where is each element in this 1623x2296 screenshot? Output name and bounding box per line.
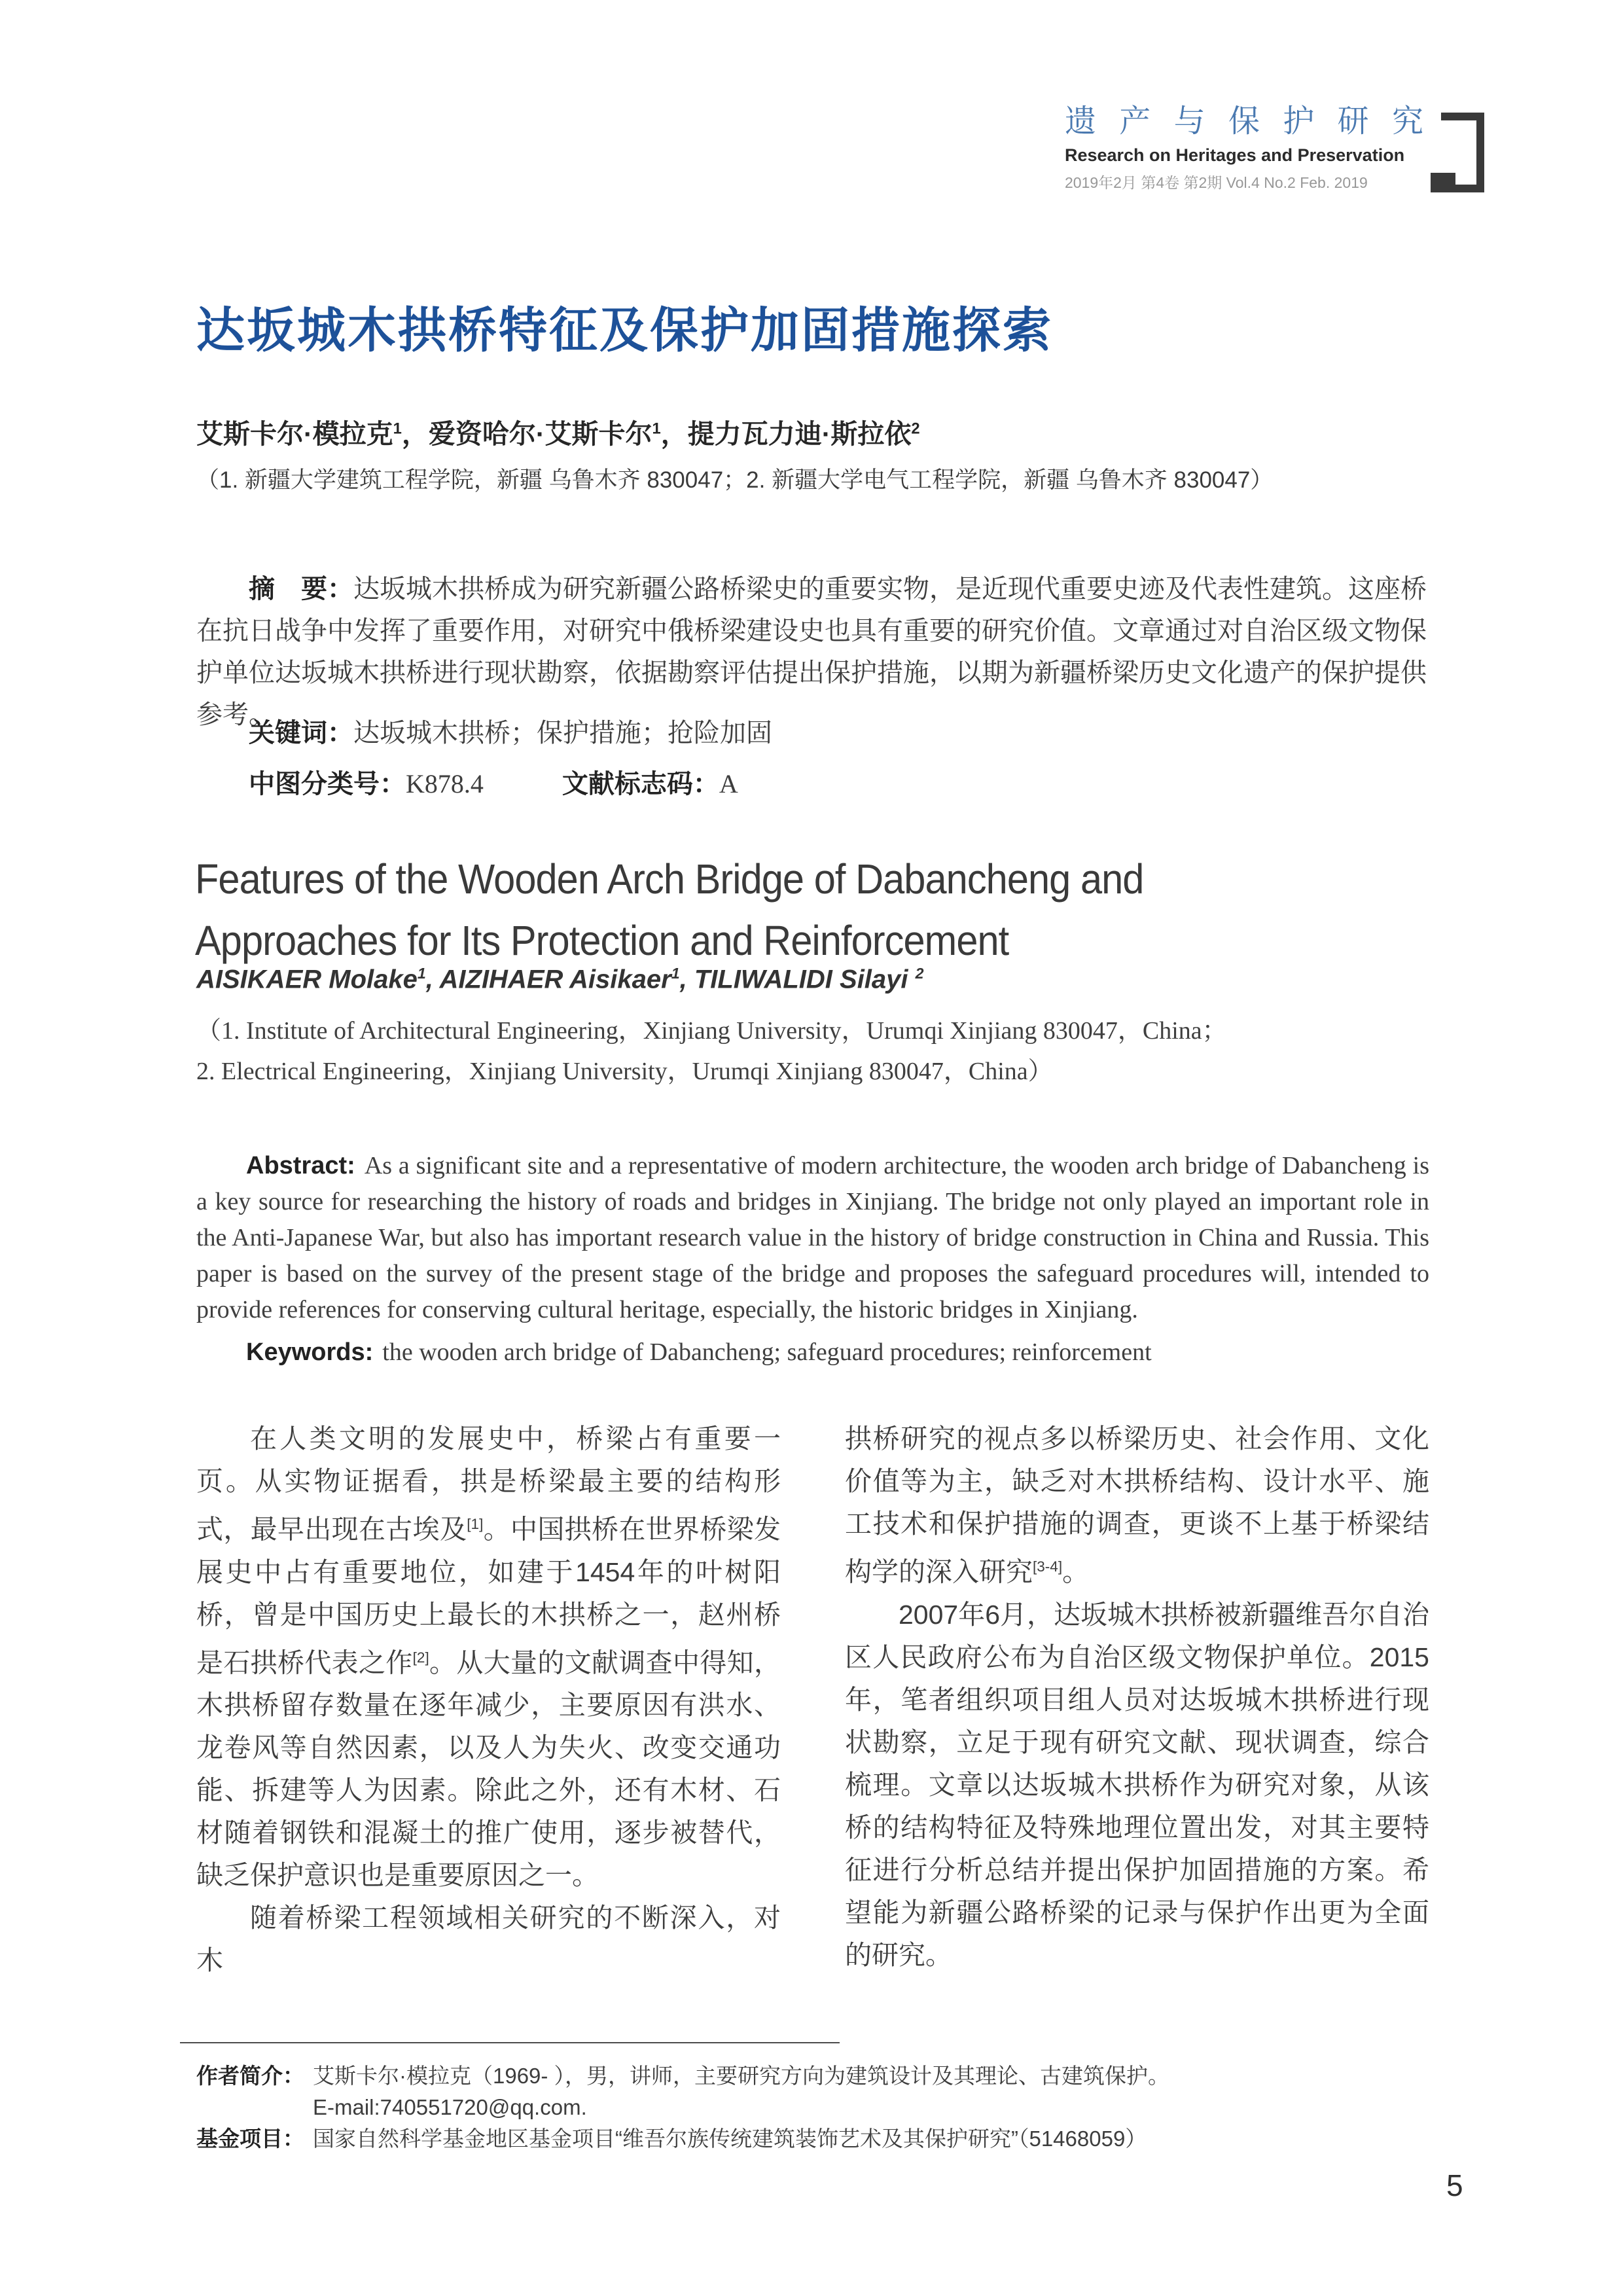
author-bio-label: 作者简介： (196, 2064, 304, 2088)
abstract-text-cn: 达坂城木拱桥成为研究新疆公路桥梁史的重要实物，是近现代重要史迹及代表性建筑。这座桥在抗日战争中发挥了重要作用，对研究中俄桥梁建设史也具有重要的研究价值。文章通过对自治区级文物保护单位达坂城木拱桥进行现状勘察，依据勘察评估提出保护措施，以期为新疆桥梁历史文化遗产的保护提供参考。 (196, 575, 1427, 729)
abstract-cn (196, 568, 1427, 736)
keywords-label-cn: 关键词： (249, 719, 353, 747)
affiliation-en (196, 1011, 1227, 1092)
affiliation-cn: （1. 新疆大学建筑工程学院，新疆 乌鲁木齐 830047；2. 新疆大学电气工程学院，新疆 乌鲁木齐 830047） (196, 467, 1274, 493)
keywords-en (196, 1338, 1152, 1367)
body-column-right (845, 1418, 1429, 1982)
journal-bracket-icon (1441, 113, 1484, 192)
article-title-en-line1: Features of the Wooden Arch Bridge of Dabancheng and (195, 855, 1144, 903)
footnotes (196, 2060, 1387, 2155)
keywords-text-cn: 达坂城木拱桥；保护措施；抢险加固 (353, 719, 772, 747)
article-title-en (195, 848, 1143, 971)
doc-code-label: 文献标志码： (562, 770, 719, 798)
fund-label: 基金项目： (196, 2126, 304, 2151)
footnote-divider (180, 2042, 840, 2043)
body-paragraph: 在人类文明的发展史中，桥梁占有重要一页。从实物证据看，拱是桥梁最主要的结构形式，最早出现在古埃及[1]。中国拱桥在世界桥梁发展史中占有重要地位，如建于1454年的叶树阳桥，曾是中国历史上最长的木拱桥之一，赵州桥是石拱桥代表之作[2]。从大量的文献调查中得知，木拱桥留存数量在逐年减少，主要原因有洪水、龙卷风等自然因素，以及人为失火、改变交通功能、拆建等人为因素。除此之外，还有木材、石材随着钢铁和混凝土的推广使用，逐步被替代，缺乏保护意识也是重要原因之一。 (196, 1424, 781, 1891)
author-bio-line: 艾斯卡尔·模拉克（1969- ），男，讲师，主要研究方向为建筑设计及其理论、古建筑保护。 (313, 2064, 1170, 2088)
fund-text: 国家自然科学基金地区基金项目“维吾尔族传统建筑装饰艺术及其保护研究”（51468059） (313, 2126, 1147, 2151)
body-paragraph: 2007年6月，达坂城木拱桥被新疆维吾尔自治区人民政府公布为自治区级文物保护单位。2015年，笔者组织项目组人员对达坂城木拱桥进行现状勘察，立足于现有研究文献、现状调查，综合梳理。文章以达坂城木拱桥作为研究对象，从该桥的结构特征及特殊地理位置出发，对其主要特征进行分析总结并提出保护加固措施的方案。希望能为新疆公路桥梁的记录与保护作出更为全面的研究。 (845, 1599, 1430, 1970)
clc-label: 中图分类号： (249, 770, 406, 798)
keywords-text-en: the wooden arch bridge of Dabancheng; safeguard procedures; reinforcement (382, 1338, 1152, 1366)
journal-issue-info: 2019年2月 第4卷 第2期 Vol.4 No.2 Feb. 2019 (1064, 174, 1368, 192)
journal-header (1065, 103, 1484, 192)
abstract-text-en: As a significant site and a representative of modern architecture, the wooden arch bridge of Dabancheng is a key source for researching the history of roads and bridges in Xinjiang. The bridge not only played an important role in the Anti-Japanese War, but also has important research value in the history of bridge construction in China and Russia. This paper is based on the survey of the present stage of the bridge and proposes the safeguard procedures will, intended to provide references for conserving cultural heritage, especially, the historic bridges in Xinjiang. (196, 1152, 1429, 1323)
body-column-left (196, 1418, 781, 1982)
abstract-label-cn: 摘 要： (249, 575, 353, 603)
author-bio-row (196, 2060, 1387, 2123)
authors-en: AISIKAER Molake$^1$, AIZIHAER Aisikaer$^1$, TILIWALIDI Silayi $^2$ (196, 965, 924, 994)
article-title-en-line2: Approaches for Its Protection and Reinforcement (195, 917, 1009, 964)
fund-row (196, 2123, 1387, 2155)
author-email: E-mail:740551720@qq.com. (313, 2095, 587, 2119)
article-title-cn: 达坂城木拱桥特征及保护加固措施探索 (196, 303, 1053, 357)
journal-title-cn: 遗 产 与 保 护 研 究 (1064, 104, 1431, 139)
affiliation-en-line2: 2. Electrical Engineering，Xinjiang University，Urumqi Xinjiang 830047，China） (196, 1058, 1053, 1085)
journal-header-text (1065, 103, 1431, 192)
body-columns (196, 1418, 1429, 1982)
keywords-label-en: Keywords: (246, 1338, 374, 1366)
authors-cn: 艾斯卡尔·模拉克$^1$，爱资哈尔·艾斯卡尔$^1$，提力瓦力迪·斯拉依$^2$ (196, 419, 920, 449)
body-paragraph: 拱桥研究的视点多以桥梁历史、社会作用、文化价值等为主，缺乏对木拱桥结构、设计水平、施工技术和保护措施的调查，更谈不上基于桥梁结构学的深入研究[3-4]。 (845, 1424, 1429, 1587)
abstract-en (196, 1148, 1429, 1328)
journal-title-en: Research on Heritages and Preservation (1064, 145, 1405, 166)
doc-code-value: A (719, 769, 738, 798)
abstract-label-en: Abstract: (246, 1152, 355, 1179)
author-bio-text (313, 2060, 1387, 2123)
clc-line (196, 763, 738, 800)
keywords-cn (196, 712, 772, 749)
clc-value: K878.4 (406, 769, 484, 798)
body-paragraph: 随着桥梁工程领域相关研究的不断深入，对木 (196, 1903, 781, 1976)
page-number: 5 (1446, 2168, 1463, 2202)
affiliation-en-line1: （1. Institute of Architectural Engineering，Xinjiang University，Urumqi Xinjiang 830047，China； (196, 1017, 1227, 1045)
